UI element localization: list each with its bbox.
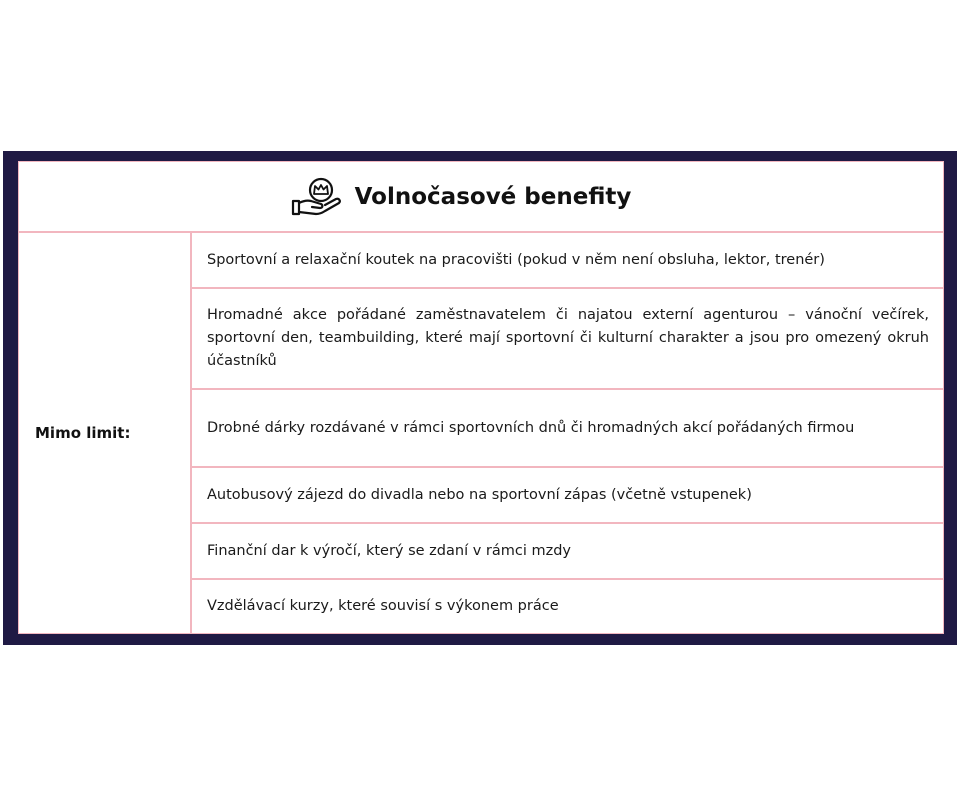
category-cell [19,233,192,633]
benefit-text: Drobné dárky rozdávané v rámci sportovních dnů či hromadných akcí pořádaných firmou [207,419,855,436]
benefit-text: Finanční dar k výročí, který se zdaní v rámci mzdy [207,542,572,559]
table-frame [3,151,957,645]
title-group [291,177,632,217]
hand-with-crown-icon [291,177,345,217]
table-row [192,390,943,468]
table-row [192,233,943,289]
category-label: Mimo limit: [35,424,131,442]
table-row [192,580,943,633]
benefits-table [18,161,944,634]
benefit-text: Autobusový zájezd do divadla nebo na sportovní zápas (včetně vstupenek) [207,486,752,503]
table-row [192,468,943,524]
table-header [19,162,943,233]
benefit-text: Vzdělávací kurzy, které souvisí s výkonem práce [207,598,559,614]
benefit-rows [192,233,943,633]
table-title: Volnočasové benefity [354,183,632,210]
benefit-text: Hromadné akce pořádané zaměstnavatelem či najatou externí agenturou – vánoční večírek, sportovní den, teambuilding, které mají sportovní či kulturní charakter a jsou pro omezený okruh účastníků [207,307,929,369]
table-row [192,524,943,580]
benefit-text: Sportovní a relaxační koutek na pracovišti (pokud v něm není obsluha, lektor, trenér) [207,251,825,268]
table-row [192,289,943,390]
